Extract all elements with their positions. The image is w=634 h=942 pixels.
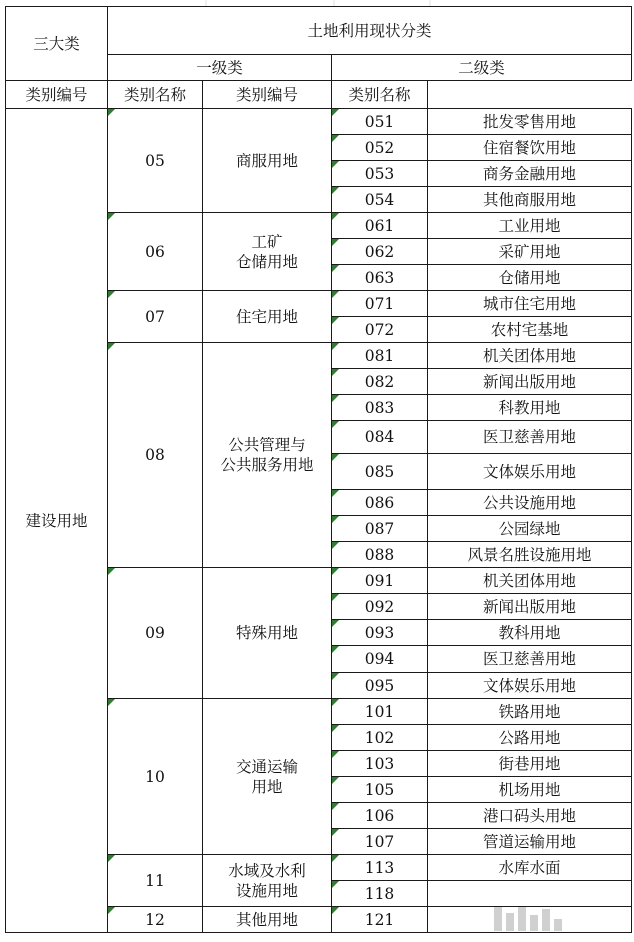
- level-two-name-cell[interactable]: 住宿餐饮用地: [428, 135, 632, 161]
- level-one-code-cell[interactable]: 11: [108, 855, 203, 907]
- header-level-one[interactable]: 一级类: [108, 55, 332, 81]
- level-two-name-cell[interactable]: 批发零售用地: [428, 109, 632, 135]
- level-two-code-cell[interactable]: 054: [332, 187, 428, 213]
- land-use-classification-table: [5, 6, 632, 933]
- level-two-code-cell[interactable]: 094: [332, 646, 428, 673]
- header-level-one-code[interactable]: 类别编号: [6, 81, 108, 109]
- level-two-code-cell[interactable]: 062: [332, 239, 428, 265]
- level-two-name-cell[interactable]: 新闻出版用地: [428, 594, 632, 620]
- level-two-name-cell[interactable]: [428, 881, 632, 907]
- level-one-name-cell[interactable]: [203, 855, 332, 907]
- level-two-code-cell[interactable]: 113: [332, 855, 428, 881]
- level-two-name-cell[interactable]: 科教用地: [428, 395, 632, 421]
- level-one-code-cell[interactable]: 08: [108, 343, 203, 568]
- level-two-name-cell[interactable]: 机场用地: [428, 777, 632, 803]
- level-two-name-cell[interactable]: 公共设施用地: [428, 490, 632, 516]
- level-two-code-cell[interactable]: 102: [332, 725, 428, 751]
- level-two-code-cell[interactable]: 084: [332, 421, 428, 454]
- level-two-name-cell[interactable]: 港口码头用地: [428, 803, 632, 829]
- level-two-code-cell[interactable]: 053: [332, 161, 428, 187]
- level-one-name-line: 设施用地: [235, 881, 298, 900]
- level-two-code-cell[interactable]: 082: [332, 369, 428, 395]
- level-two-code-cell[interactable]: 061: [332, 213, 428, 239]
- level-two-code-cell[interactable]: 081: [332, 343, 428, 369]
- level-two-name-cell[interactable]: 医卫慈善用地: [428, 421, 632, 454]
- level-two-code-cell[interactable]: 095: [332, 673, 428, 699]
- level-one-code-cell[interactable]: 05: [108, 109, 203, 213]
- level-one-code-cell[interactable]: 07: [108, 291, 203, 343]
- level-two-code-cell[interactable]: 063: [332, 265, 428, 291]
- level-one-code-cell[interactable]: 12: [108, 907, 203, 933]
- level-one-code-cell[interactable]: 09: [108, 568, 203, 699]
- level-two-name-cell[interactable]: 文体娱乐用地: [428, 673, 632, 699]
- level-two-name-cell[interactable]: 机关团体用地: [428, 568, 632, 594]
- level-two-name-cell[interactable]: 新闻出版用地: [428, 369, 632, 395]
- level-one-name-line: 公共服务用地: [220, 456, 314, 474]
- level-two-code-cell[interactable]: 106: [332, 803, 428, 829]
- level-two-code-cell[interactable]: 071: [332, 291, 428, 317]
- level-two-code-cell[interactable]: 118: [332, 881, 428, 907]
- watermark-icon: [494, 907, 576, 931]
- level-one-name-cell[interactable]: [203, 291, 332, 343]
- level-two-name-cell[interactable]: 机关团体用地: [428, 343, 632, 369]
- level-two-code-cell[interactable]: 105: [332, 777, 428, 803]
- major-category-cell[interactable]: 建设用地: [6, 109, 108, 933]
- level-two-name-cell[interactable]: 管道运输用地: [428, 829, 632, 855]
- level-one-name-cell[interactable]: [203, 343, 332, 568]
- level-two-code-cell[interactable]: 101: [332, 699, 428, 725]
- level-two-code-cell[interactable]: 092: [332, 594, 428, 620]
- level-two-name-cell[interactable]: 水库水面: [428, 855, 632, 881]
- level-one-name-cell[interactable]: [203, 907, 332, 933]
- level-two-name-cell[interactable]: 风景名胜设施用地: [428, 542, 632, 568]
- level-one-name-line: 工矿: [251, 232, 283, 251]
- level-one-name-cell[interactable]: [203, 109, 332, 213]
- level-two-name-cell[interactable]: 街巷用地: [428, 751, 632, 777]
- level-one-name-line: 公共管理与: [228, 436, 306, 454]
- level-one-code-cell[interactable]: 06: [108, 213, 203, 291]
- level-one-name-cell[interactable]: [203, 568, 332, 699]
- level-two-code-cell[interactable]: 107: [332, 829, 428, 855]
- level-two-code-cell[interactable]: 103: [332, 751, 428, 777]
- level-one-name-line: 仓储用地: [235, 252, 298, 271]
- level-one-name-line: 商服用地: [235, 151, 298, 170]
- level-two-code-cell[interactable]: 083: [332, 395, 428, 421]
- header-major-category[interactable]: 三大类: [6, 7, 108, 81]
- level-two-name-cell[interactable]: 农村宅基地: [428, 317, 632, 343]
- level-two-code-cell[interactable]: 051: [332, 109, 428, 135]
- level-one-name-line: 水域及水利: [228, 861, 306, 880]
- level-two-code-cell[interactable]: 093: [332, 620, 428, 646]
- level-two-code-cell[interactable]: 088: [332, 542, 428, 568]
- level-two-name-cell[interactable]: 公路用地: [428, 725, 632, 751]
- level-two-code-cell[interactable]: 091: [332, 568, 428, 594]
- level-two-name-cell[interactable]: 其他商服用地: [428, 187, 632, 213]
- level-two-name-cell[interactable]: 商务金融用地: [428, 161, 632, 187]
- level-one-name-line: 交通运输: [235, 757, 298, 776]
- level-two-name-cell[interactable]: 文体娱乐用地: [428, 454, 632, 490]
- level-two-name-cell[interactable]: 铁路用地: [428, 699, 632, 725]
- level-two-name-cell[interactable]: 教科用地: [428, 620, 632, 646]
- level-one-name-line: 住宅用地: [235, 307, 298, 326]
- level-two-code-cell[interactable]: 072: [332, 317, 428, 343]
- header-current-land-use[interactable]: 土地利用现状分类: [108, 7, 632, 55]
- header-level-one-name[interactable]: 类别名称: [108, 81, 203, 109]
- level-two-code-cell[interactable]: 052: [332, 135, 428, 161]
- level-one-code-cell[interactable]: 10: [108, 699, 203, 855]
- level-two-name-cell[interactable]: 医卫慈善用地: [428, 646, 632, 673]
- level-two-name-cell[interactable]: 仓储用地: [428, 265, 632, 291]
- level-one-name-cell[interactable]: [203, 699, 332, 855]
- level-two-name-cell[interactable]: 采矿用地: [428, 239, 632, 265]
- header-level-two[interactable]: 二级类: [332, 55, 632, 81]
- level-two-code-cell[interactable]: 086: [332, 490, 428, 516]
- level-two-code-cell[interactable]: 121: [332, 907, 428, 933]
- header-level-two-code[interactable]: 类别编号: [203, 81, 332, 109]
- level-one-name-line: 其他用地: [235, 910, 298, 929]
- table-row: [6, 109, 632, 135]
- level-two-code-cell[interactable]: 085: [332, 454, 428, 490]
- header-level-two-name[interactable]: 类别名称: [332, 81, 428, 109]
- level-two-name-cell[interactable]: 公园绿地: [428, 516, 632, 542]
- level-one-name-cell[interactable]: [203, 213, 332, 291]
- level-one-name-line: 用地: [251, 777, 283, 796]
- level-two-name-cell[interactable]: 工业用地: [428, 213, 632, 239]
- level-one-name-line: 特殊用地: [235, 624, 298, 642]
- level-two-name-cell[interactable]: 城市住宅用地: [428, 291, 632, 317]
- level-two-code-cell[interactable]: 087: [332, 516, 428, 542]
